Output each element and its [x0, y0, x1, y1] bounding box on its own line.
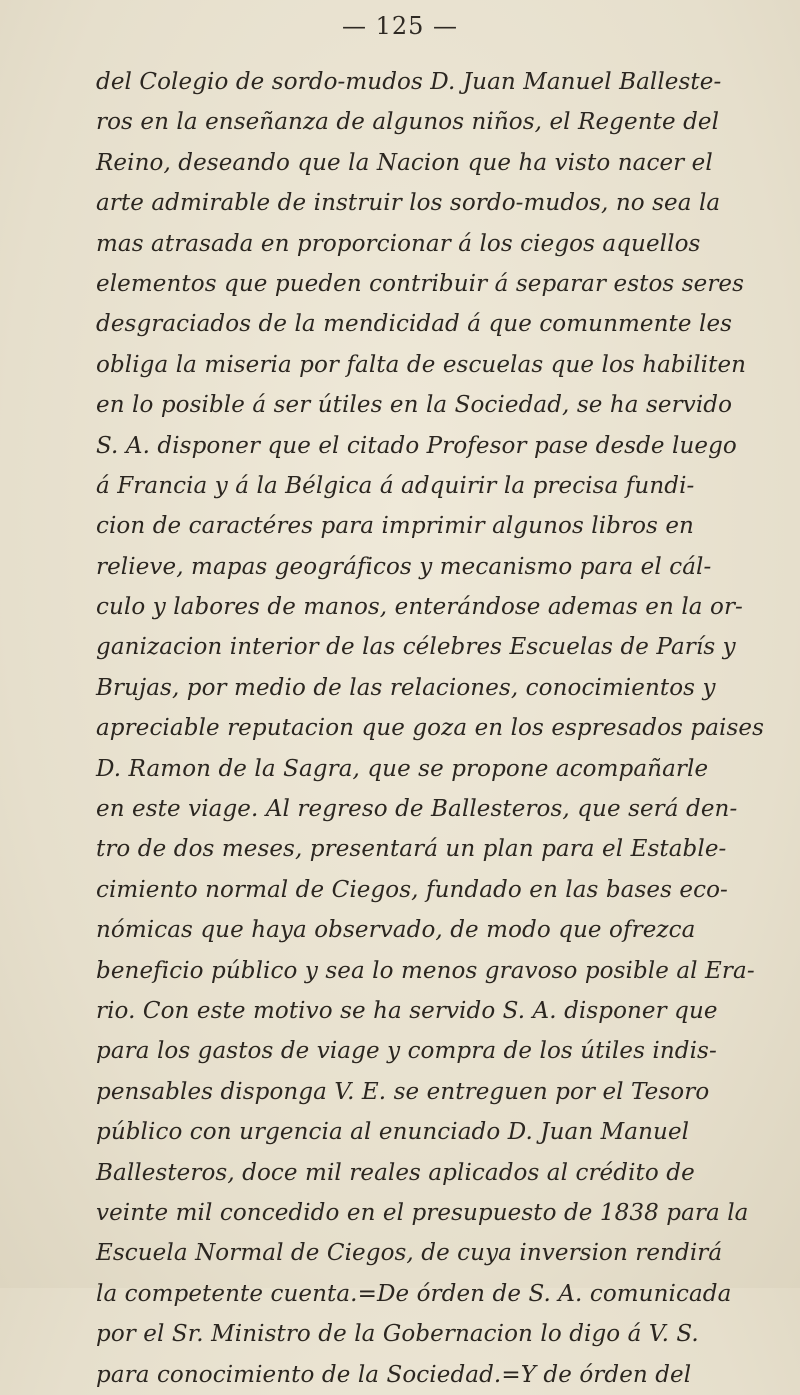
text-line: Brujas, por medio de las relaciones, conocimientos y — [96, 674, 716, 701]
text-line: á Francia y á la Bélgica á adquirir la precisa fundi- — [96, 472, 695, 499]
text-line: para los gastos de viage y compra de los útiles indis- — [96, 1038, 717, 1065]
text-line: veinte mil concedido en el presupuesto de 1838 para la — [96, 1199, 749, 1226]
text-line: ganizacion interior de las célebres Escuelas de París y — [96, 634, 736, 661]
text-line: elementos que pueden contribuir á separar estos seres — [96, 270, 745, 297]
text-line: para conocimiento de la Sociedad.=Y de órden del — [96, 1361, 692, 1388]
text-line: Reino, deseando que la Nacion que ha visto nacer el — [96, 149, 713, 176]
text-line: mas atrasada en proporcionar á los ciegos aquellos — [96, 230, 701, 257]
text-line: pensables disponga V. E. se entreguen por el Tesoro — [96, 1078, 710, 1105]
text-line: cion de caractéres para imprimir algunos libros en — [96, 513, 694, 540]
text-line: ros en la enseñanza de algunos niños, el Regente del — [96, 109, 720, 136]
text-line: arte admirable de instruir los sordo-mudos, no sea la — [96, 190, 721, 217]
page-number: — 125 — — [341, 12, 459, 40]
text-line: cimiento normal de Ciegos, fundado en las bases eco- — [96, 876, 728, 903]
text-line: la competente cuenta.=De órden de S. A. comunicada — [96, 1280, 732, 1307]
text-line: público con urgencia al enunciado D. Juan Manuel — [96, 1119, 690, 1146]
text-line: Ballesteros, doce mil reales aplicados al crédito de — [96, 1159, 695, 1186]
text-line: rio. Con este motivo se ha servido S. A. disponer que — [96, 997, 718, 1024]
text-line: desgraciados de la mendicidad á que comunmente les — [96, 311, 733, 338]
text-line: en lo posible á ser útiles en la Sociedad, se ha servido — [96, 392, 733, 419]
text-line: apreciable reputacion que goza en los espresados paises — [96, 715, 764, 742]
text-line: Escuela Normal de Ciegos, de cuya inversion rendirá — [96, 1240, 723, 1267]
text-line: obliga la miseria por falta de escuelas que los habiliten — [96, 351, 747, 378]
text-line: relieve, mapas geográficos y mecanismo para el cál- — [96, 553, 712, 580]
text-line: tro de dos meses, presentará un plan para el Estable- — [96, 836, 727, 863]
body-text — [96, 62, 764, 1395]
text-line: S. A. disponer que el citado Profesor pase desde luego — [96, 432, 737, 459]
text-line: del Colegio de sordo-mudos D. Juan Manuel Balleste- — [96, 69, 722, 95]
text-line: D. Ramon de la Sagra, que se propone acompañarle — [96, 755, 709, 782]
text-line: nómicas que haya observado, de modo que ofrezca — [96, 917, 696, 944]
text-line: culo y labores de manos, enterándose ademas en la or- — [96, 594, 743, 621]
text-line: en este viage. Al regreso de Ballesteros, que será den- — [96, 796, 738, 823]
text-line: beneficio público y sea lo menos gravoso posible al Era- — [96, 957, 755, 984]
text-line: por el Sr. Ministro de la Gobernacion lo digo á V. S. — [96, 1321, 699, 1348]
